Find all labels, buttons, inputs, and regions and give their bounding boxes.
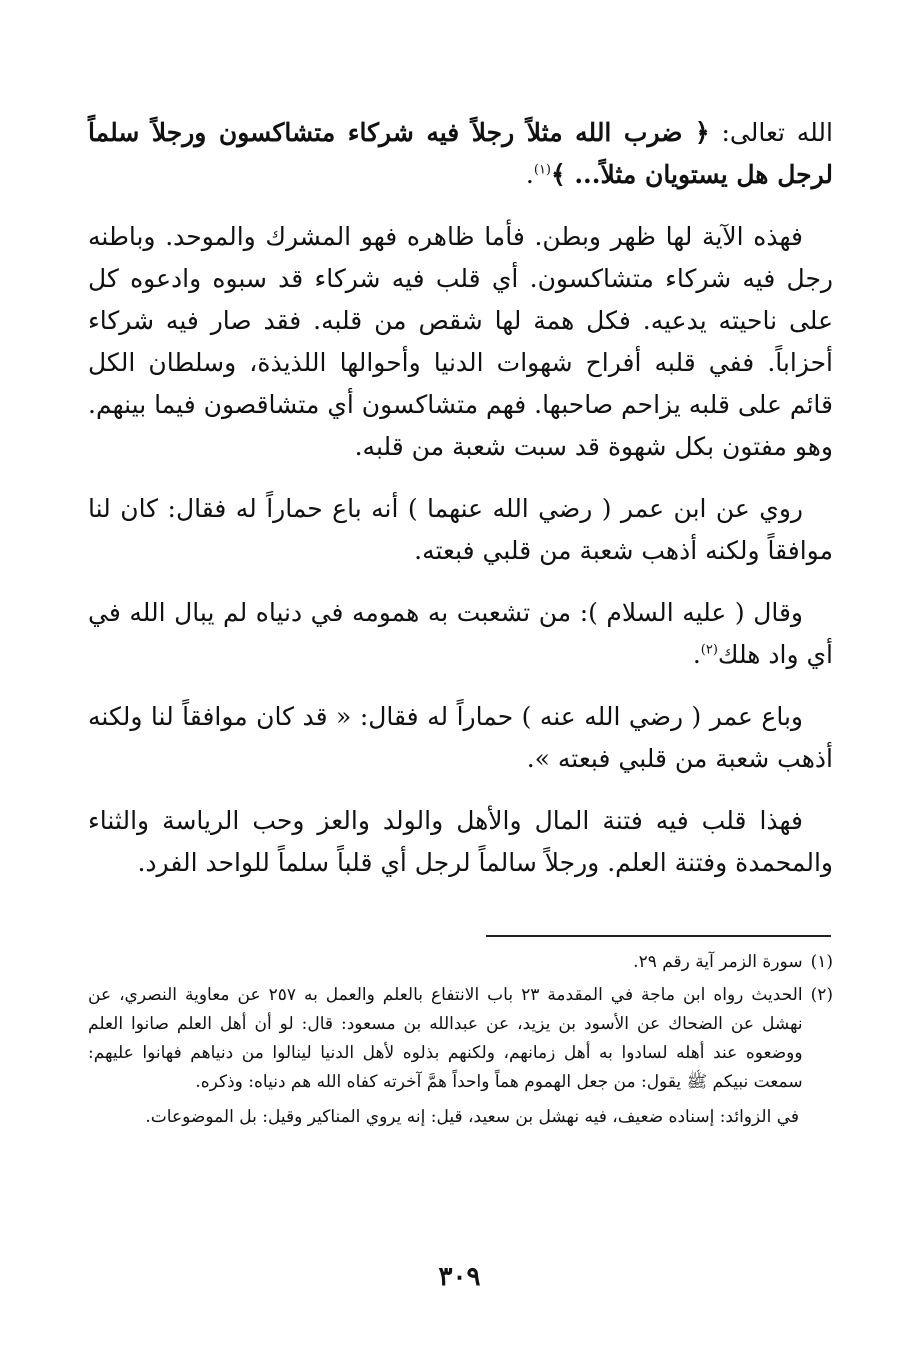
paragraph-3: روي عن ابن عمر ( رضي الله عنهما ) أنه باع حماراً له فقال: كان لنا موافقاً ولكنه أذهب شعبة من قلبي فبعته.: [88, 494, 833, 565]
main-text: [88, 112, 833, 904]
footnote-2: [88, 981, 833, 1097]
paragraph-1-end: .: [525, 160, 534, 189]
footnote-1: [88, 948, 833, 977]
paragraph-1: [88, 112, 833, 196]
paragraph-5: وباع عمر ( رضي الله عنه ) حماراً له فقال: « قد كان موافقاً لنا ولكنه أذهب شعبة من قلبي فبعته ».: [88, 702, 833, 773]
footnote-ref-1: (١): [533, 162, 551, 178]
footnote-ref-2: (٢): [700, 642, 718, 658]
paragraph-1-lead: الله تعالى:: [709, 118, 833, 147]
paragraph-4-end: .: [692, 640, 701, 669]
page-number: ٣٠٩: [438, 1262, 481, 1292]
paragraph-6: فهذا قلب فيه فتنة المال والأهل والولد والعز وحب الرياسة والثناء والمحمدة وفتنة العلم. ورجلاً سالماً لرجل أي قلباً سلماً للواحد الفرد.: [88, 806, 833, 877]
footnote-2-number: (٢): [810, 985, 833, 1005]
paragraph-4-text: وقال ( عليه السلام ): من تشعبت به همومه في دنياه لم يبال الله في أي واد هلك: [88, 598, 833, 669]
paragraph-2: فهذه الآية لها ظهر وبطن. فأما ظاهره فهو المشرك والموحد. وباطنه رجل فيه شركاء متشاكسون. أي قلب فيه شركاء قد سبوه وادعوه كل على ناحيته يدعيه. فكل همة لها شقص من قلبه. فقد صار فيه شركاء أحزاباً. ففي قلبه أفراح شهوات الدنيا وأحوالها اللذيذة، وسلطان الكل قائم على قلبه يزاحم صاحبها. فهم متشاكسون أي متشاقصون فيما بينهم. وهو مفتون بكل شهوة قد سبت شعبة من قلبه.: [88, 222, 833, 461]
footnote-2-text: الحديث رواه ابن ماجة في المقدمة ٢٣ باب الانتفاع بالعلم والعمل به ٢٥٧ عن معاوية النصري، عن نهشل عن الضحاك عن الأسود بن يزيد، عن عبدالله بن مسعود: قال: لو أن أهل العلم صانوا العلم ووضعوه عند أهله لسادوا به أهل زمانهم، ولكنهم بذلوه لأهل الدنيا لينالوا من دنياهم فهانوا عليهم: سمعت نبيكم ﷺ يقول: من جعل الهموم هماً واحداً همَّ آخرته كفاه الله هم دنياه: وذكره.: [88, 985, 803, 1092]
footnote-2-zawaid: في الزوائد: إسناده ضعيف، فيه نهشل بن سعيد، قيل: إنه يروي المناكير وقيل: بل الموضوعات.: [145, 1107, 799, 1127]
footnote-divider: [486, 935, 831, 937]
footnote-1-text: سورة الزمر آية رقم ٢٩.: [633, 952, 803, 972]
quran-verse: ﴿ ضرب الله مثلاً رجلاً فيه شركاء متشاكسون ورجلاً سلماً لرجل هل يستويان مثلاً... ﴾: [88, 118, 833, 189]
paragraph-4: [88, 592, 833, 676]
footnote-1-number: (١): [810, 952, 833, 972]
footnotes: [88, 948, 833, 1132]
